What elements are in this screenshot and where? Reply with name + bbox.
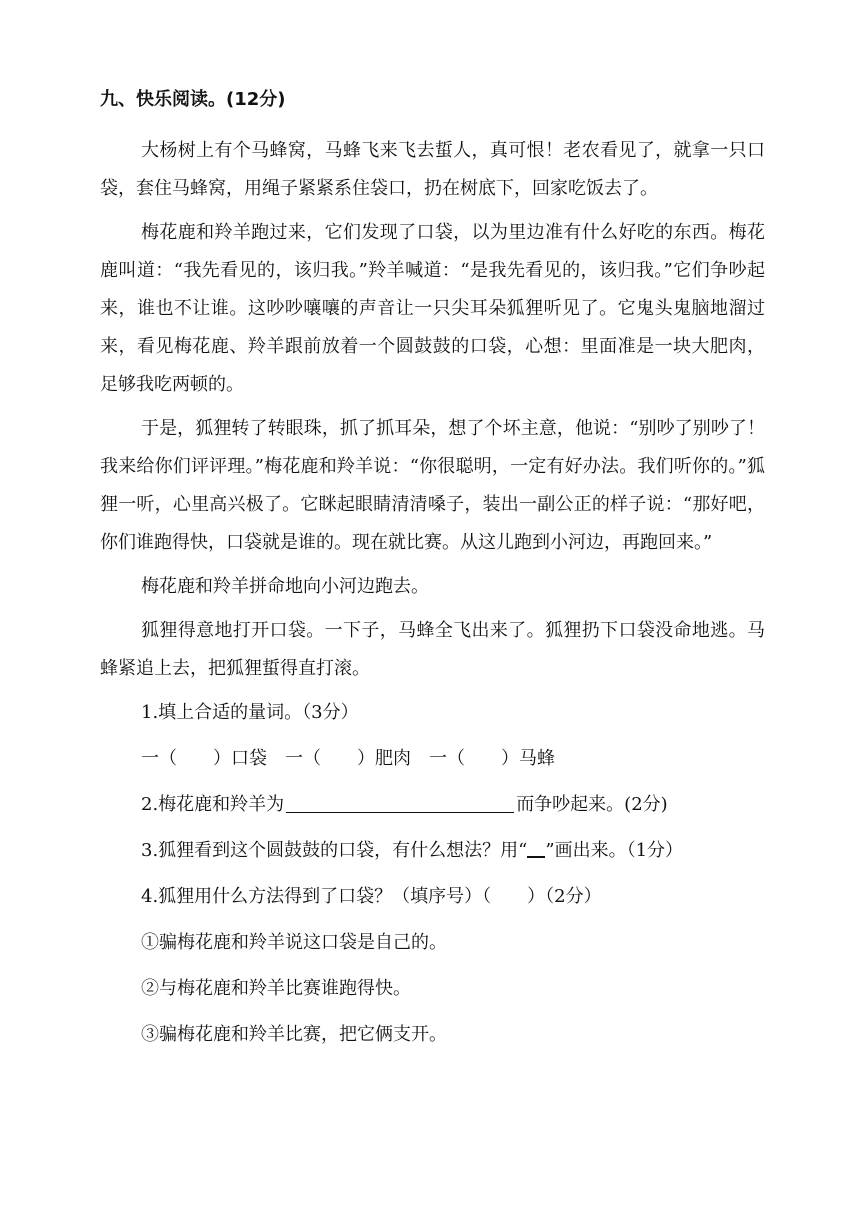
underline-mark-icon bbox=[527, 838, 545, 858]
question-1-blanks[interactable]: 一（ ）口袋 一（ ）肥肉 一（ ）马蜂 bbox=[141, 748, 555, 769]
worksheet-page bbox=[100, 88, 765, 1062]
option-2: ②与梅花鹿和羚羊比赛谁跑得快。 bbox=[141, 978, 411, 999]
question-2-suffix: 而争吵起来。(2分) bbox=[516, 794, 668, 815]
option-3: ③骗梅花鹿和羚羊比赛，把它俩支开。 bbox=[141, 1024, 447, 1045]
passage-paragraph-3: 于是，狐狸转了转眼珠，抓了抓耳朵，想了个坏主意，他说：“别吵了别吵了！我来给你们评评理。”梅花鹿和羚羊说：“你很聪明，一定有好办法。我们听你的。”狐狸一听，心里高兴极了。它眯起眼睛清清嗓子，装出一副公正的样子说：“那好吧，你们谁跑得快，口袋就是谁的。现在就比赛。从这儿跑到小河边，再跑回来。” bbox=[100, 418, 765, 553]
answer-blank-line[interactable] bbox=[286, 790, 514, 813]
passage-paragraph-4: 梅花鹿和羚羊拼命地向小河边跑去。 bbox=[141, 576, 429, 597]
question-3 bbox=[100, 832, 765, 870]
question-3-suffix: ”画出来。（1分） bbox=[545, 840, 684, 861]
question-2-prefix: 2.梅花鹿和羚羊为 bbox=[141, 794, 285, 815]
section-title: 九、快乐阅读。(12分) bbox=[100, 89, 286, 110]
passage-paragraph-5: 狐狸得意地打开口袋。一下子，马蜂全飞出来了。狐狸扔下口袋没命地逃。马蜂紧追上去，把狐狸蜇得直打滚。 bbox=[100, 620, 765, 679]
passage-paragraph-2: 梅花鹿和羚羊跑过来，它们发现了口袋，以为里边准有什么好吃的东西。梅花鹿叫道：“我先看见的，该归我。”羚羊喊道：“是我先看见的，该归我。”它们争吵起来，谁也不让谁。这吵吵嚷嚷的声音让一只尖耳朵狐狸听见了。它鬼头鬼脑地溜过来，看见梅花鹿、羚羊跟前放着一个圆鼓鼓的口袋，心想：里面准是一块大肥肉，足够我吃两顿的。 bbox=[100, 222, 765, 395]
question-1: 1.填上合适的量词。（3分） bbox=[141, 702, 359, 723]
question-2 bbox=[100, 786, 765, 824]
option-1: ①骗梅花鹿和羚羊说这口袋是自己的。 bbox=[141, 932, 447, 953]
question-3-prefix: 3.狐狸看到这个圆鼓鼓的口袋，有什么想法？用“ bbox=[141, 840, 528, 861]
question-4: 4.狐狸用什么方法得到了口袋？（填序号）（ ）（2分） bbox=[141, 886, 602, 907]
passage-paragraph-1: 大杨树上有个马蜂窝，马蜂飞来飞去蜇人，真可恨！老农看见了，就拿一只口袋，套住马蜂窝，用绳子紧紧系住袋口，扔在树底下，回家吃饭去了。 bbox=[100, 140, 765, 199]
